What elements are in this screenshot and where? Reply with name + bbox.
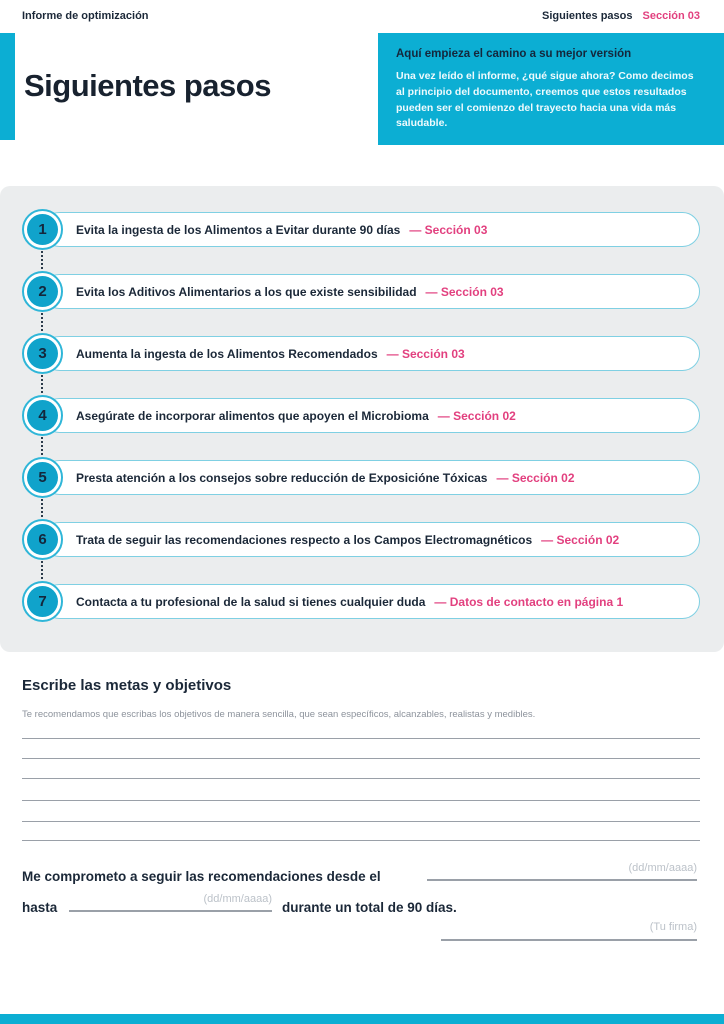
- step-row: [22, 385, 700, 447]
- step-pill: [42, 336, 700, 371]
- step-section-link[interactable]: — Sección 03: [425, 284, 504, 299]
- step-row: [22, 571, 700, 633]
- step-number-badge: [22, 209, 63, 250]
- step-text: Presta atención a los consejos sobre reducción de Exposicióne Tóxicas: [76, 470, 488, 485]
- intro-box-body: Una vez leído el informe, ¿qué sigue ahora? Como decimos al principio del documento, creemos que estos resultados pueden ser el comienzo del trayecto hacia una vida más saludable.: [396, 70, 694, 130]
- step-number-badge: [22, 333, 63, 374]
- step-section-link[interactable]: — Sección 02: [541, 532, 620, 547]
- step-text: Aumenta la ingesta de los Alimentos Recomendados: [76, 346, 378, 361]
- step-number: 7: [27, 586, 58, 617]
- step-number-badge: [22, 581, 63, 622]
- step-number: 6: [27, 524, 58, 555]
- intro-box: [378, 33, 724, 145]
- step-number: 1: [27, 214, 58, 245]
- commitment-hasta-label: hasta: [22, 900, 58, 915]
- header-breadcrumb: [542, 10, 700, 22]
- start-date-field: [427, 862, 697, 881]
- step-number-badge: [22, 271, 63, 312]
- step-section-link[interactable]: — Sección 03: [386, 346, 465, 361]
- goals-title: Escribe las metas y objetivos: [22, 677, 232, 694]
- step-section-link[interactable]: — Sección 02: [437, 408, 516, 423]
- end-date-placeholder: (dd/mm/aaaa): [203, 893, 272, 905]
- step-row: [22, 261, 700, 323]
- steps-list: [22, 199, 700, 633]
- page-title: Siguientes pasos: [24, 68, 271, 103]
- header-page-name: Siguientes pasos: [542, 10, 633, 22]
- intro-box-title: Aquí empieza el camino a su mejor versión: [396, 48, 632, 60]
- step-section-link[interactable]: — Sección 02: [496, 470, 575, 485]
- left-accent-bar: [0, 33, 15, 140]
- header-section-link[interactable]: Sección 03: [642, 10, 700, 22]
- start-date-placeholder: (dd/mm/aaaa): [628, 862, 697, 874]
- writing-line: [22, 821, 700, 822]
- step-number: 2: [27, 276, 58, 307]
- commitment-sentence-start: Me comprometo a seguir las recomendaciones desde el: [22, 869, 381, 884]
- step-number: 4: [27, 400, 58, 431]
- step-text: Asegúrate de incorporar alimentos que apoyen el Microbioma: [76, 408, 429, 423]
- step-number-badge: [22, 457, 63, 498]
- step-pill: [42, 274, 700, 309]
- step-pill: [42, 398, 700, 433]
- writing-line: [22, 758, 700, 759]
- step-row: [22, 447, 700, 509]
- writing-line: [22, 800, 700, 801]
- writing-line: [22, 840, 700, 841]
- step-pill: [42, 460, 700, 495]
- step-text: Contacta a tu profesional de la salud si tienes cualquier duda: [76, 594, 426, 609]
- end-date-field: [69, 893, 272, 912]
- step-row: [22, 509, 700, 571]
- signature-field: [441, 921, 697, 941]
- step-number: 5: [27, 462, 58, 493]
- step-pill: [42, 212, 700, 247]
- goals-subtitle: Te recomendamos que escribas los objetivos de manera sencilla, que sean específicos, alcanzables, realistas y medibles.: [22, 709, 536, 720]
- signature-placeholder: (Tu firma): [649, 921, 697, 933]
- step-row: [22, 323, 700, 385]
- step-pill: [42, 522, 700, 557]
- step-number: 3: [27, 338, 58, 369]
- step-row: [22, 199, 700, 261]
- header-report-title: Informe de optimización: [22, 10, 149, 22]
- footer-accent-bar: [0, 1014, 724, 1024]
- step-text: Evita la ingesta de los Alimentos a Evitar durante 90 días: [76, 222, 401, 237]
- step-number-badge: [22, 395, 63, 436]
- writing-line: [22, 778, 700, 779]
- step-text: Trata de seguir las recomendaciones respecto a los Campos Electromagnéticos: [76, 532, 533, 547]
- step-pill: [42, 584, 700, 619]
- step-number-badge: [22, 519, 63, 560]
- step-section-link[interactable]: — Datos de contacto en página 1: [434, 594, 624, 609]
- commitment-sentence-end: durante un total de 90 días.: [282, 900, 457, 915]
- writing-line: [22, 738, 700, 739]
- step-text: Evita los Aditivos Alimentarios a los que existe sensibilidad: [76, 284, 417, 299]
- step-section-link[interactable]: — Sección 03: [409, 222, 488, 237]
